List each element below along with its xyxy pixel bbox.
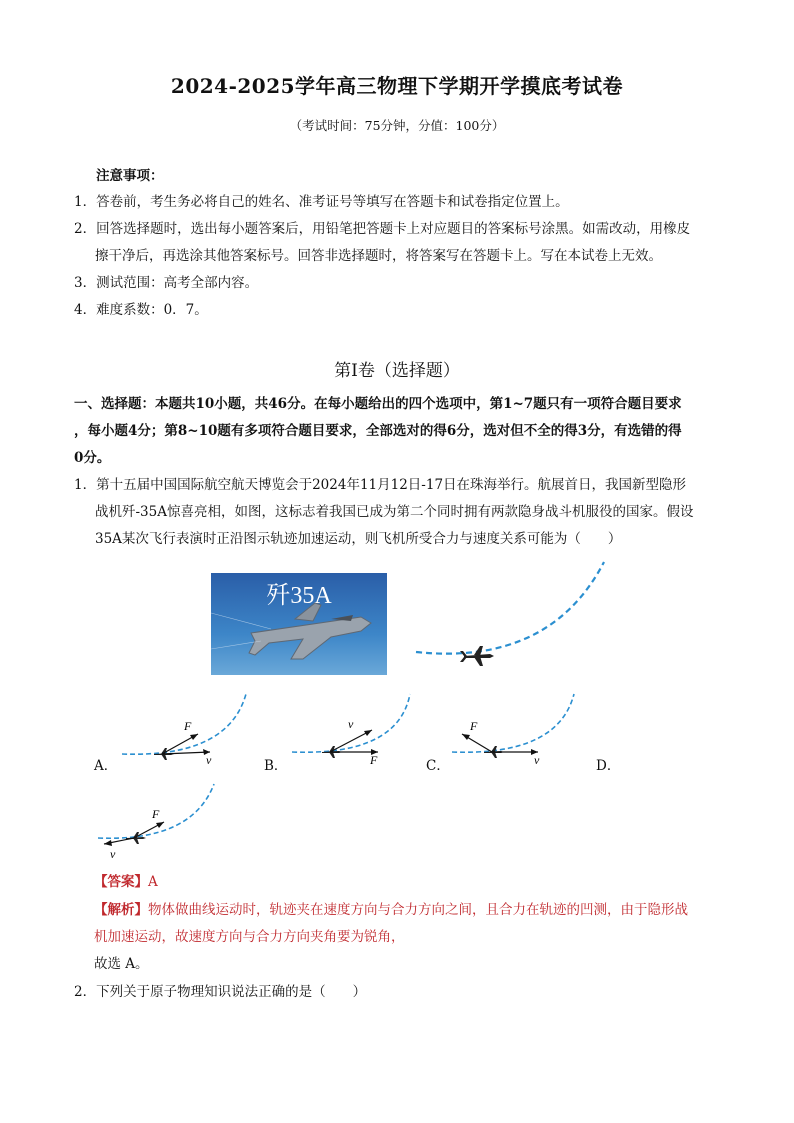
q1-line-1: 1．第十五届中国国际航空航天博览会于2024年11月12日-17日在珠海举行。航展首日，我国新型隐形 xyxy=(74,477,687,493)
exam-subtitle: （考试时间：75分钟，分值：100分） xyxy=(289,118,505,133)
analysis-line-3: 故选 A。 xyxy=(94,956,149,972)
force-label: F xyxy=(370,753,378,767)
option-a-label[interactable]: A． xyxy=(94,758,118,774)
velocity-label: v xyxy=(110,847,116,861)
option-d-label[interactable]: D． xyxy=(596,758,621,774)
option-c-diagram[interactable] xyxy=(448,690,583,770)
fighter-jet-illustration xyxy=(211,573,387,675)
velocity-label: v xyxy=(206,753,212,767)
exam-title: 2024-2025学年高三物理下学期开学摸底考试卷 xyxy=(170,74,624,98)
notice-item-3: 3．测试范围：高考全部内容。 xyxy=(74,275,259,291)
section-instruction-3: 0分。 xyxy=(74,450,111,466)
notice-heading: 注意事项： xyxy=(96,168,164,184)
velocity-label: v xyxy=(348,717,354,731)
option-d-diagram[interactable] xyxy=(94,780,224,862)
trajectory-figure xyxy=(410,556,610,676)
section-instruction-1: 一、选择题：本题共10小题，共46分。在每小题给出的四个选项中，第1~7题只有一项符合题目要求 xyxy=(74,396,682,412)
analysis-line-1 xyxy=(94,900,688,920)
analysis-line-2: 机加速运动，故速度方向与合力方向夹角要为锐角， xyxy=(94,929,405,945)
section-instruction-2: ，每小题4分；第8~10题有多项符合题目要求，全部选对的得6分，选对但不全的得3分，有选错的得 xyxy=(74,423,682,439)
option-b-diagram[interactable] xyxy=(288,690,423,770)
section-title: 第Ⅰ卷（选择题） xyxy=(334,361,460,381)
notice-item-4: 4．难度系数：0．7。 xyxy=(74,302,208,318)
option-a-diagram[interactable] xyxy=(118,690,253,770)
force-label: F xyxy=(470,719,478,733)
force-label: F xyxy=(152,807,160,821)
q1-line-2: 战机歼-35A惊喜亮相，如图，这标志着我国已成为第二个同时拥有两款隐身战斗机服役的国家。假设 xyxy=(95,504,694,520)
photo-caption: 歼35A xyxy=(266,583,332,609)
analysis-tag: 【解析】 xyxy=(94,902,148,918)
force-label: F xyxy=(184,719,192,733)
velocity-label: v xyxy=(534,753,540,767)
option-c-label[interactable]: C． xyxy=(426,758,450,774)
q1-line-3: 35A某次飞行表演时正沿图示轨迹加速运动，则飞机所受合力与速度关系可能为（ ） xyxy=(95,531,622,547)
notice-item-2: 2．回答选择题时，选出每小题答案后，用铅笔把答题卡上对应题目的答案标号涂黑。如需改动，用橡皮 xyxy=(74,221,691,237)
notice-item-1: 1．答卷前，考生务必将自己的姓名、准考证号等填写在答题卡和试卷指定位置上。 xyxy=(74,194,569,210)
trajectory-curve xyxy=(416,562,604,654)
q2-text: 2．下列关于原子物理知识说法正确的是（ ） xyxy=(74,984,367,1000)
analysis-text-1: 物体做曲线运动时，轨迹夹在速度方向与合力方向之间，且合力在轨迹的凹测，由于隐形战 xyxy=(148,902,688,918)
notice-item-2-cont: 擦干净后，再选涂其他答案标号。回答非选择题时，将答案写在答题卡上。写在本试卷上无效。 xyxy=(95,248,662,264)
answer-line xyxy=(94,872,158,892)
option-b-label[interactable]: B． xyxy=(264,758,288,774)
answer-value: A xyxy=(148,874,158,890)
aircraft-photo xyxy=(211,573,387,675)
answer-tag: 【答案】 xyxy=(94,874,148,890)
